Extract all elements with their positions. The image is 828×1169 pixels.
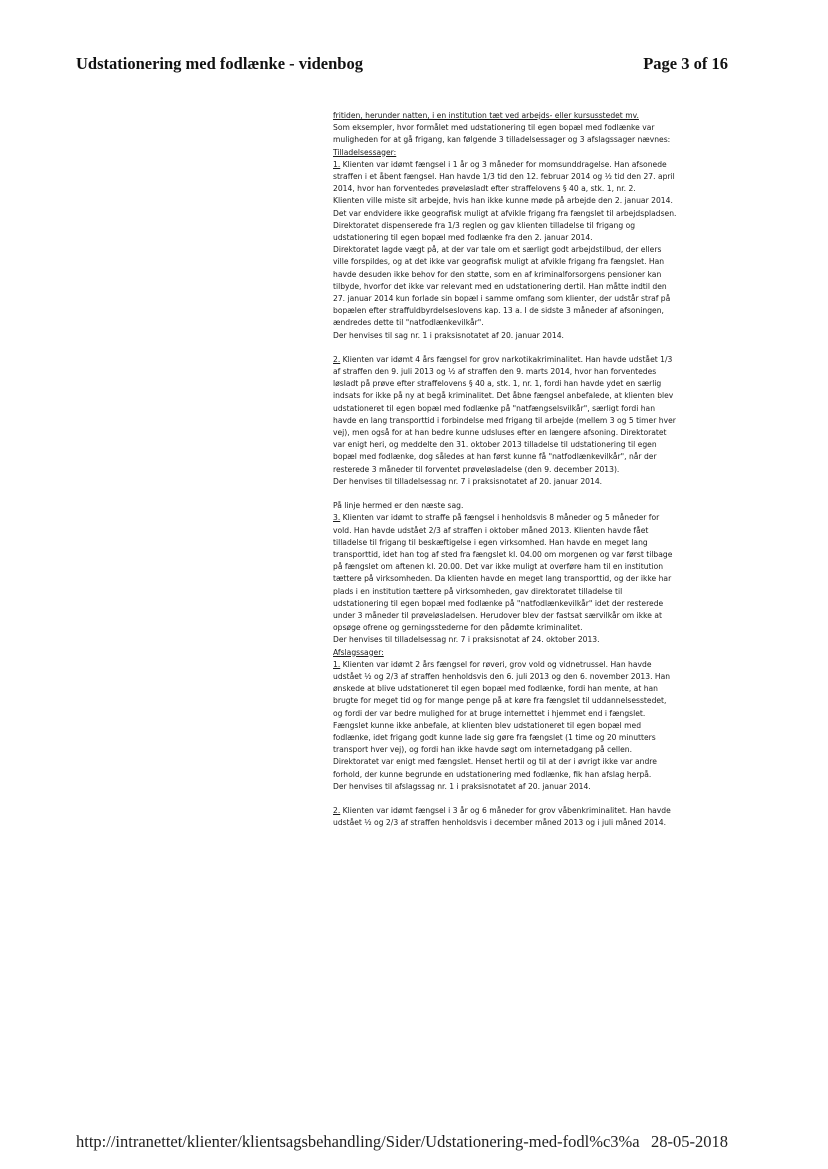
spacer	[333, 342, 678, 354]
document-body	[333, 110, 678, 829]
case-number: 3.	[333, 513, 341, 523]
case-text: Klienten var idømt fængsel i 3 år og 6 måneder for grov våbenkriminalitet. Han havde udstået ½ og 2/3 af straffen henholdsvis i december måned 2013 og i juli måned 2014.	[333, 805, 671, 828]
document-title: Udstationering med fodlænke - videnbog	[76, 54, 363, 73]
case-paragraph: Fængslet kunne ikke anbefale, at klienten blev udstationeret til egen bopæl med fodlænke, idet frigang godt kunne lade sig gøre fra fængslet (1 time og 20 minutters transport hver vej), og fordi han ikke havde søgt om internetadgang på cellen.	[333, 720, 656, 755]
footer-url: http://intranettet/klienter/klientsagsbehandling/Sider/Udstationering-med-fodl%c3%a	[76, 1132, 640, 1151]
case-reference: Der henvises til tilladelsessag nr. 7 i praksisnotatet af 20. januar 2014.	[333, 476, 603, 486]
case-reference: Der henvises til sag nr. 1 i praksisnotatet af 20. januar 2014.	[333, 330, 564, 340]
case-text: Klienten var idømt 2 års fængsel for røveri, grov vold og vidnetrussel. Han havde udstået ½ og 2/3 af straffen henholdsvis den 6. juli 2013 og den 6. november 2013. Han ønskede at blive udstationeret til egen bopæl med fodlænke, fordi han mente, at han brugte for meget tid og for mange penge på at køre fra fængslet til uddannelsesstedet, og fordi der var bedre mulighed for at bruge internettet i hjemmet end i fængslet.	[333, 659, 671, 718]
case-paragraph: Klienten ville miste sit arbejde, hvis han ikke kunne møde på arbejde den 2. januar 2014. Det var endvidere ikke geografisk muligt at afvikle frigang fra fængslet til arbejdspladsen.	[333, 196, 677, 218]
case-paragraph	[333, 805, 678, 829]
case-number: 1.	[333, 159, 341, 169]
spacer	[333, 488, 678, 500]
case-paragraph	[333, 512, 678, 634]
page-footer	[76, 1132, 728, 1169]
case-number: 2.	[333, 805, 341, 815]
case-text: Klienten var idømt fængsel i 1 år og 3 måneder for momsunddragelse. Han afsonede straffen i et åbent fængsel. Han havde 1/3 tid den 12. februar 2014 og ½ tid den 27. april 2014, hvor han forventedes prøveløsladt efter straffelovens § 40 a, stk. 1, nr. 2.	[333, 159, 675, 194]
case-number: 1.	[333, 659, 341, 669]
case-text: Klienten var idømt to straffe på fængsel i henholdsvis 8 måneder og 5 måneder for vold. Han havde udstået 2/3 af straffen i oktober måned 2013. Klienten havde fået tilladelse til frigang til beskæftigelse i egen virksomhed. Han havde en meget lang transporttid, idet han tog af sted fra fængslet kl. 04.00 om morgenen og var først tilbage på fængslet om aftenen kl. 20.00. Det var ikke muligt at overføre ham til en institution tættere på virksomheden. Da klienten havde en meget lang transporttid, og der ikke har plads i en institution tættere på virksomheden, gav direktoratet tilladelse til udstationering til egen bopæl med fodlænke på "natfodlænkevilkår" idet der resterede under 3 måneder til prøveløsladelsen. Herudover blev der fastsat særvilkår om ikke at opsøge ofrene og gerningsstederne for den pådømte kriminalitet.	[333, 513, 673, 633]
spacer	[333, 793, 678, 805]
case-paragraph	[333, 659, 678, 720]
page-header	[76, 54, 728, 74]
case-text: Klienten var idømt 4 års fængsel for grov narkotikakriminalitet. Han havde udstået 1/3 af straffen den 9. juli 2013 og ½ af straffen den 9. marts 2014, hvor han forventedes løsladt på prøve efter straffelovens § 40 a, stk. 1, nr. 1, fordi han havde ydet en særlig indsats for ikke på ny at begå kriminalitet. Det åbne fængsel anbefalede, at klienten blev udstationeret til egen bopæl med fodlænke på "natfængselsvilkår", særligt fordi han havde en lang transporttid i forbindelse med frigang til arbejde (mellem 3 og 5 timer hver vej), men også for at han bedre kunne udsluses efter en længere afsoning. Direktoratet var enigt heri, og meddelte den 31. oktober 2013 tilladelse til udstationering til egen bopæl med fodlænke, dog således at han først kunne få "natfodlænkevilkår", når der resterede 3 måneder til forventet prøveløsladelse (den 9. december 2013).	[333, 354, 676, 474]
intro-heading: fritiden, herunder natten, i en institution tæt ved arbejds- eller kursusstedet mv.	[333, 111, 639, 120]
page-number: Page 3 of 16	[643, 54, 728, 73]
afslag-heading: Afslagssager:	[333, 647, 384, 657]
intro-text: Som eksempler, hvor formålet med udstationering til egen bopæl med fodlænke var muligheden for at gå frigang, kan følgende 3 tilladelsessager og 3 afslagssager nævnes:	[333, 123, 671, 145]
case-reference: Der henvises til tilladelsessag nr. 7 i praksisnotat af 24. oktober 2013.	[333, 635, 600, 645]
case-paragraph: På linje hermed er den næste sag.	[333, 501, 464, 511]
case-reference: Der henvises til afslagssag nr. 1 i praksisnotatet af 20. januar 2014.	[333, 781, 591, 791]
case-paragraph	[333, 159, 678, 196]
case-paragraph: Direktoratet var enigt med fængslet. Henset hertil og til at der i øvrigt ikke var andre forhold, der kunne begrunde en udstationering med fodlænke, fik han afslag herpå.	[333, 757, 657, 779]
case-number: 2.	[333, 354, 341, 364]
tilladelse-heading: Tilladelsessager:	[333, 147, 397, 157]
case-paragraph: Direktoratet dispenserede fra 1/3 reglen og gav klienten tilladelse til frigang og udstationering til egen bopæl med fodlænke fra den 2. januar 2014.	[333, 220, 636, 243]
footer-date: 28-05-2018	[651, 1132, 728, 1151]
case-paragraph	[333, 354, 678, 476]
case-paragraph: Direktoratet lagde vægt på, at der var tale om et særligt godt arbejdstilbud, der ellers ville forspildes, og at det ikke var geografisk muligt at afvikle frigang fra fængslet. Han havde desuden ikke behov for den støtte, som en af kriminalforsorgens pensioner kan tilbyde, hvorfor det ikke var relevant med en udstationering dertil. Han måtte indtil den 27. januar 2014 kun forlade sin bopæl i samme omfang som klienter, der udstår straf på bopælen efter straffuldbyrdelseslovens kap. 13 a. I de sidste 3 måneder af afsoningen, ændredes dette til "natfodlænkevilkår".	[333, 245, 671, 328]
